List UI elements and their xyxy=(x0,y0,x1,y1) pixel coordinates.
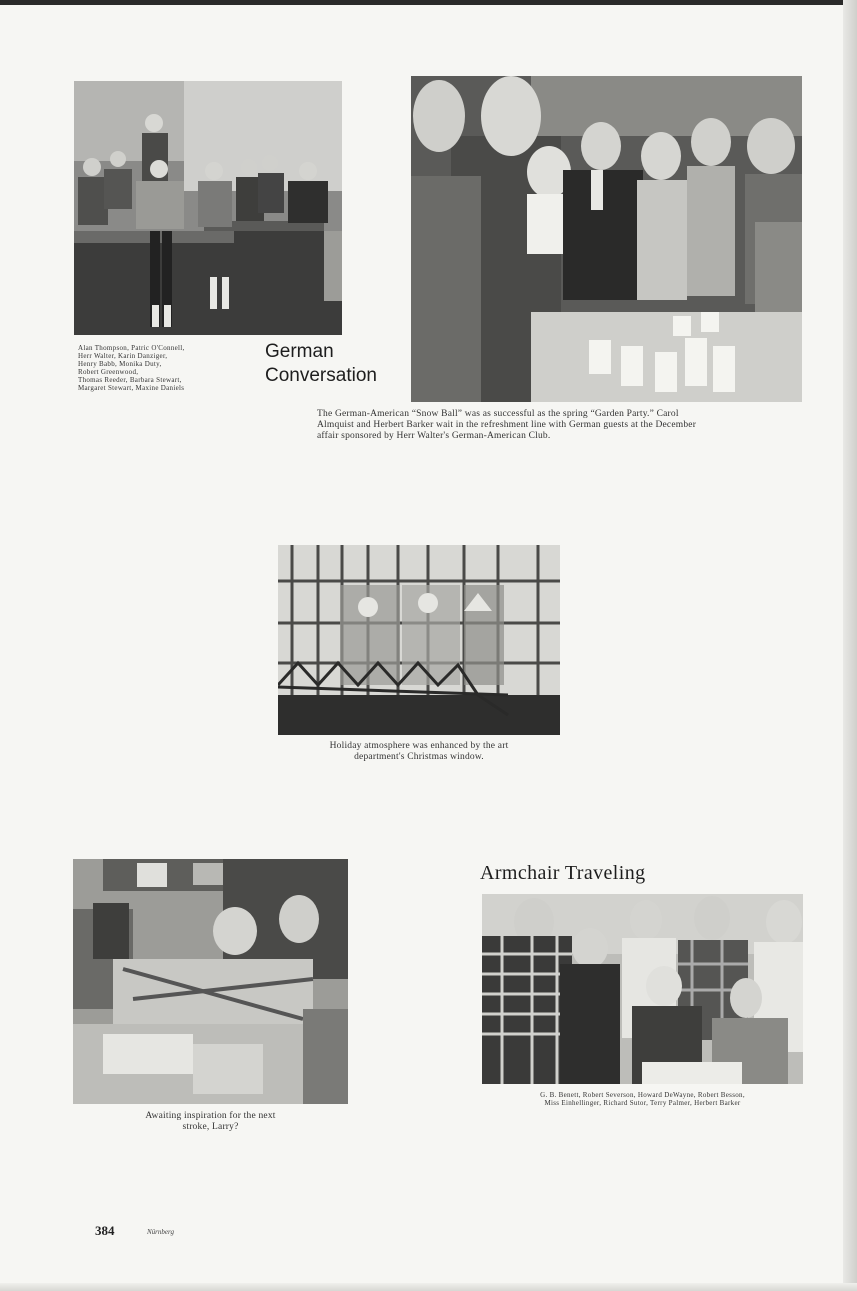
caption-line: department's Christmas window. xyxy=(354,752,484,762)
caption-line: Almquist and Herbert Barker wait in the refreshment line with German guests at the December xyxy=(317,420,697,430)
caption-line: Robert Greenwood, xyxy=(78,368,139,376)
top-rule xyxy=(0,0,857,5)
caption-line: Holiday atmosphere was enhanced by the art xyxy=(329,741,509,751)
caption-line: Thomas Reeder, Barbara Stewart, xyxy=(78,376,182,384)
caption-line: Herr Walter, Karin Danziger, xyxy=(78,352,168,360)
caption-line: affair sponsored by Herr Walter's German-American Club. xyxy=(317,431,551,441)
armchair-traveling-names-caption xyxy=(482,1091,803,1107)
photo-christmas-window xyxy=(278,545,560,735)
photo-larry-writing xyxy=(73,859,348,1104)
caption-line: Henry Babb, Monika Duty, xyxy=(78,360,162,368)
caption-line: stroke, Larry? xyxy=(182,1122,239,1132)
page-number: 384 xyxy=(95,1223,115,1238)
photo-armchair-traveling xyxy=(482,894,803,1084)
german-class-names-caption xyxy=(78,344,258,392)
christmas-window-caption xyxy=(278,741,560,763)
caption-line: Miss Einhellinger, Richard Sutor, Terry Palmer, Herbert Barker xyxy=(544,1099,741,1107)
heading-line-2: Conversation xyxy=(265,365,377,386)
larry-caption xyxy=(73,1111,348,1133)
snow-ball-caption xyxy=(317,409,807,442)
caption-line: The German-American “Snow Ball” was as successful as the spring “Garden Party.” Carol xyxy=(317,409,679,419)
caption-line: Awaiting inspiration for the next xyxy=(145,1111,276,1121)
page-label: Nürnberg xyxy=(147,1228,174,1236)
heading-line-1: German xyxy=(265,341,334,362)
bottom-edge-shadow xyxy=(0,1283,857,1291)
german-conversation-heading xyxy=(265,340,377,388)
photo-snow-ball xyxy=(411,76,802,402)
armchair-traveling-heading: Armchair Traveling xyxy=(480,862,646,884)
photo-german-class xyxy=(74,81,342,335)
page-edge-shadow xyxy=(843,0,857,1291)
caption-line: Margaret Stewart, Maxine Daniels xyxy=(78,384,185,392)
caption-line: G. B. Benett, Robert Severson, Howard DeWayne, Robert Besson, xyxy=(540,1091,745,1099)
caption-line: Alan Thompson, Patric O'Connell, xyxy=(78,344,185,352)
